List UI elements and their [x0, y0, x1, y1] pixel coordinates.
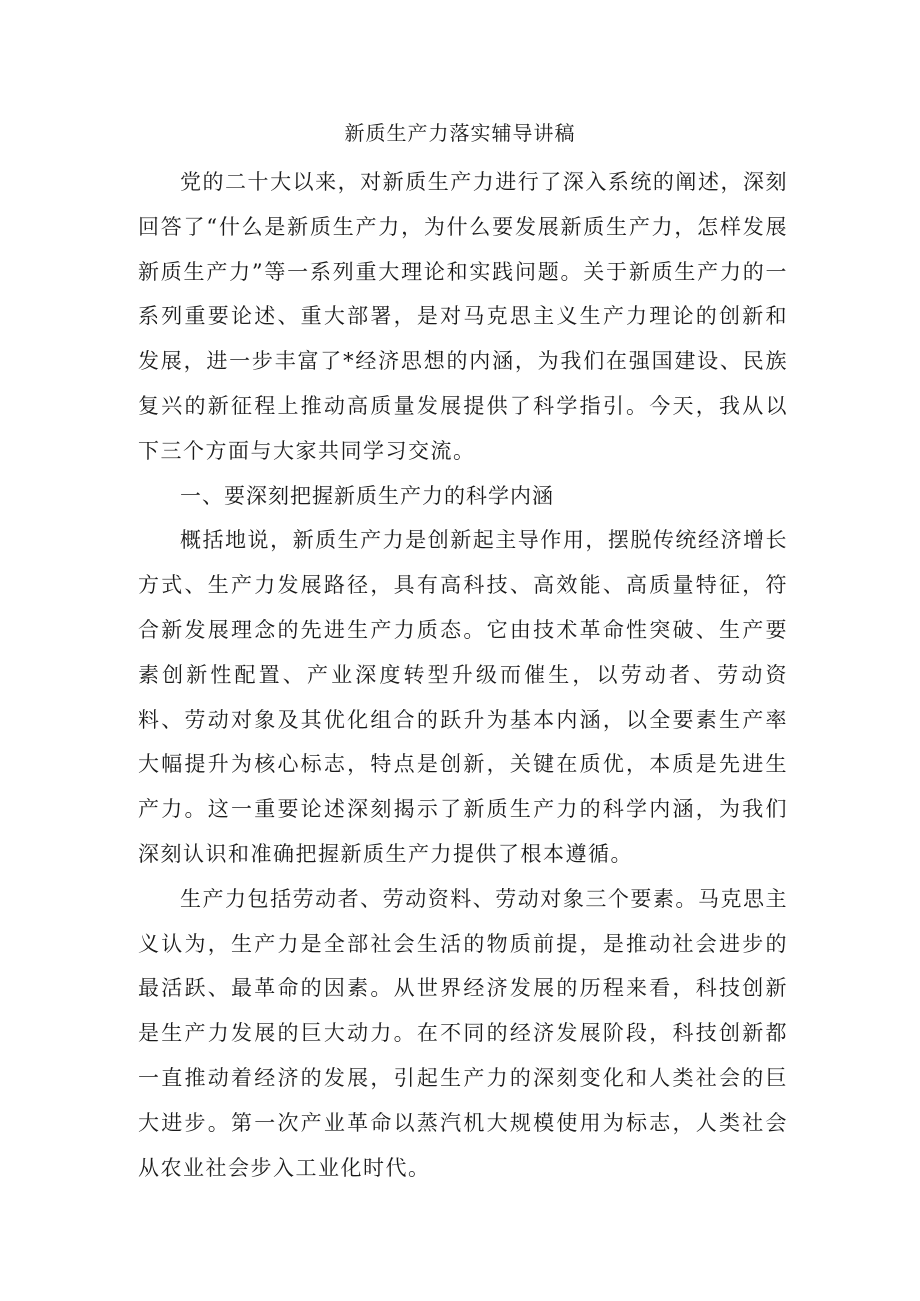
document-body	[138, 160, 788, 1190]
paragraph-productivity-elements: 生产力包括劳动者、劳动资料、劳动对象三个要素。马克思主义认为，生产力是全部社会生活的物质前提，是推动社会进步的最活跃、最革命的因素。从世界经济发展的历程来看，科技创新是生产力发展的巨大动力。在不同的经济发展阶段，科技创新都一直推动着经济的发展，引起生产力的深刻变化和人类社会的巨大进步。第一次产业革命以蒸汽机大规模使用为标志，人类社会从农业社会步入工业化时代。	[138, 886, 788, 1180]
paragraph-intro: 党的二十大以来，对新质生产力进行了深入系统的阐述，深刻回答了“什么是新质生产力，为什么要发展新质生产力，怎样发展新质生产力”等一系列重大理论和实践问题。关于新质生产力的一系列重要论述、重大部署，是对马克思主义生产力理论的创新和发展，进一步丰富了*经济思想的内涵，为我们在强国建设、民族复兴的新征程上推动高质量发展提供了科学指引。今天，我从以下三个方面与大家共同学习交流。	[138, 170, 788, 463]
section-heading-1: 一、要深刻把握新质生产力的科学内涵	[180, 483, 554, 508]
document-title: 新质生产力落实辅导讲稿	[344, 121, 576, 145]
paragraph-definition: 概括地说，新质生产力是创新起主导作用，摆脱传统经济增长方式、生产力发展路径，具有高科技、高效能、高质量特征，符合新发展理念的先进生产力质态。它由技术革命性突破、生产要素创新性配置、产业深度转型升级而催生，以劳动者、劳动资料、劳动对象及其优化组合的跃升为基本内涵，以全要素生产率大幅提升为核心标志，特点是创新，关键在质优，本质是先进生产力。这一重要论述深刻揭示了新质生产力的科学内涵，为我们深刻认识和准确把握新质生产力提供了根本遵循。	[138, 528, 788, 866]
